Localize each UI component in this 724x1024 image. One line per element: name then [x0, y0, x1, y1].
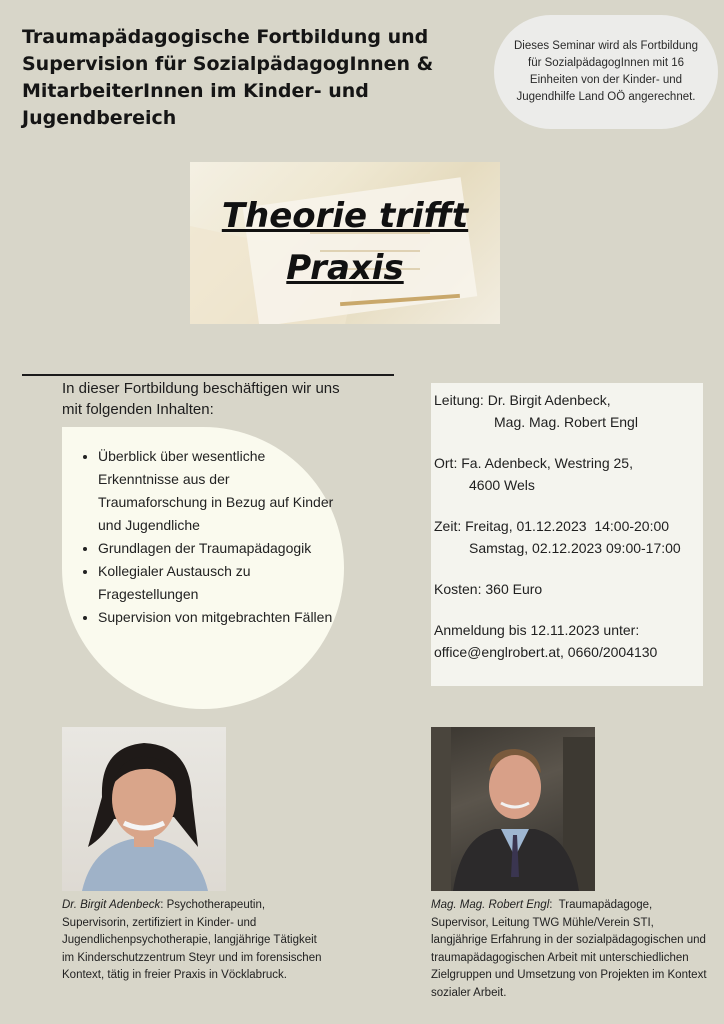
leitung-label: Leitung: — [434, 392, 484, 408]
section-divider — [22, 374, 394, 376]
bio-name: Mag. Mag. Robert Engl — [431, 899, 550, 911]
zeit-block — [434, 515, 703, 559]
portrait-robert-engl — [431, 727, 595, 891]
leitung-name-1: Dr. Birgit Adenbeck, — [487, 392, 611, 408]
topic-item: • Supervision von mitgebrachten Fällen — [98, 606, 338, 629]
hero-headline-line2: Praxis — [286, 248, 404, 288]
ort-address: Fa. Adenbeck, Westring 25, — [461, 455, 633, 471]
zeit-label: Zeit: — [434, 518, 462, 534]
topic-item: • Grundlagen der Traumapädagogik — [98, 537, 338, 560]
topic-item: • Kollegialer Austausch zu Fragestellungen — [98, 560, 338, 606]
contact-info[interactable]: office@englrobert.at, 0660/2004130 — [434, 644, 658, 660]
ort-block — [434, 452, 703, 496]
topics-list — [76, 445, 338, 629]
accreditation-badge — [494, 15, 718, 129]
kosten-block — [434, 578, 703, 600]
portrait-birgit-adenbeck — [62, 727, 226, 891]
bio-name: Dr. Birgit Adenbeck — [62, 899, 161, 911]
topics-panel — [62, 427, 344, 709]
ort-city: 4600 Wels — [469, 477, 535, 493]
zeit-friday: Freitag, 01.12.2023 14:00-20:00 — [465, 518, 670, 534]
anmeldung-label: Anmeldung bis 12.11.2023 unter: — [434, 622, 640, 638]
info-panel — [431, 383, 703, 686]
topic-item: • Überblick über wesentliche Erkenntnisse aus der Traumaforschung in Bezug auf Kinder und Jugendliche — [98, 445, 338, 537]
ort-label: Ort: — [434, 455, 458, 471]
leitung-block — [434, 389, 703, 433]
kosten-value: 360 Euro — [485, 581, 543, 597]
kosten-label: Kosten: — [434, 581, 482, 597]
bio-robert-engl — [431, 897, 711, 1002]
zeit-saturday: Samstag, 02.12.2023 09:00-17:00 — [469, 540, 681, 556]
intro-text: In dieser Fortbildung beschäftigen wir uns mit folgenden Inhalten: — [62, 380, 340, 418]
portrait-illustration — [62, 727, 226, 891]
accreditation-text: Dieses Seminar wird als Fortbildung für SozialpädagogInnen mit 16 Einheiten von der Kinder- und Jugendhilfe Land OÖ angerechnet. — [513, 40, 699, 103]
bio-text: : Traumapädagoge, Supervisor, Leitung TWG Mühle/Verein STI, langjährige Erfahrung in der sozialpädagogischen und traumapädagogischen Arbeit mit unterschiedlichen Zielgruppen und Umsetzung von Projekten im Kontext sozialer Arbeit. — [431, 899, 710, 999]
leitung-name-2: Mag. Mag. Robert Engl — [494, 414, 638, 430]
portrait-illustration — [431, 727, 595, 891]
page-title: Traumapädagogische Fortbildung und Supervision für SozialpädagogInnen & MitarbeiterInnen im Kinder- und Jugendbereich — [22, 26, 434, 129]
bio-text: : Psychotherapeutin, Supervisorin, zertifiziert in Kinder- und Jugendlichenpsychotherapie, langjährige Tätigkeit im Kinderschutzzentrum Steyr und im forensischen Kontext, tätig in freier Praxis in Vöcklabruck. — [62, 899, 322, 981]
anmeldung-block — [434, 619, 703, 663]
hero-headline-line1: Theorie trifft — [221, 196, 469, 236]
bio-birgit-adenbeck — [62, 897, 332, 985]
hero-image — [190, 162, 500, 324]
hero-headline — [190, 190, 500, 294]
